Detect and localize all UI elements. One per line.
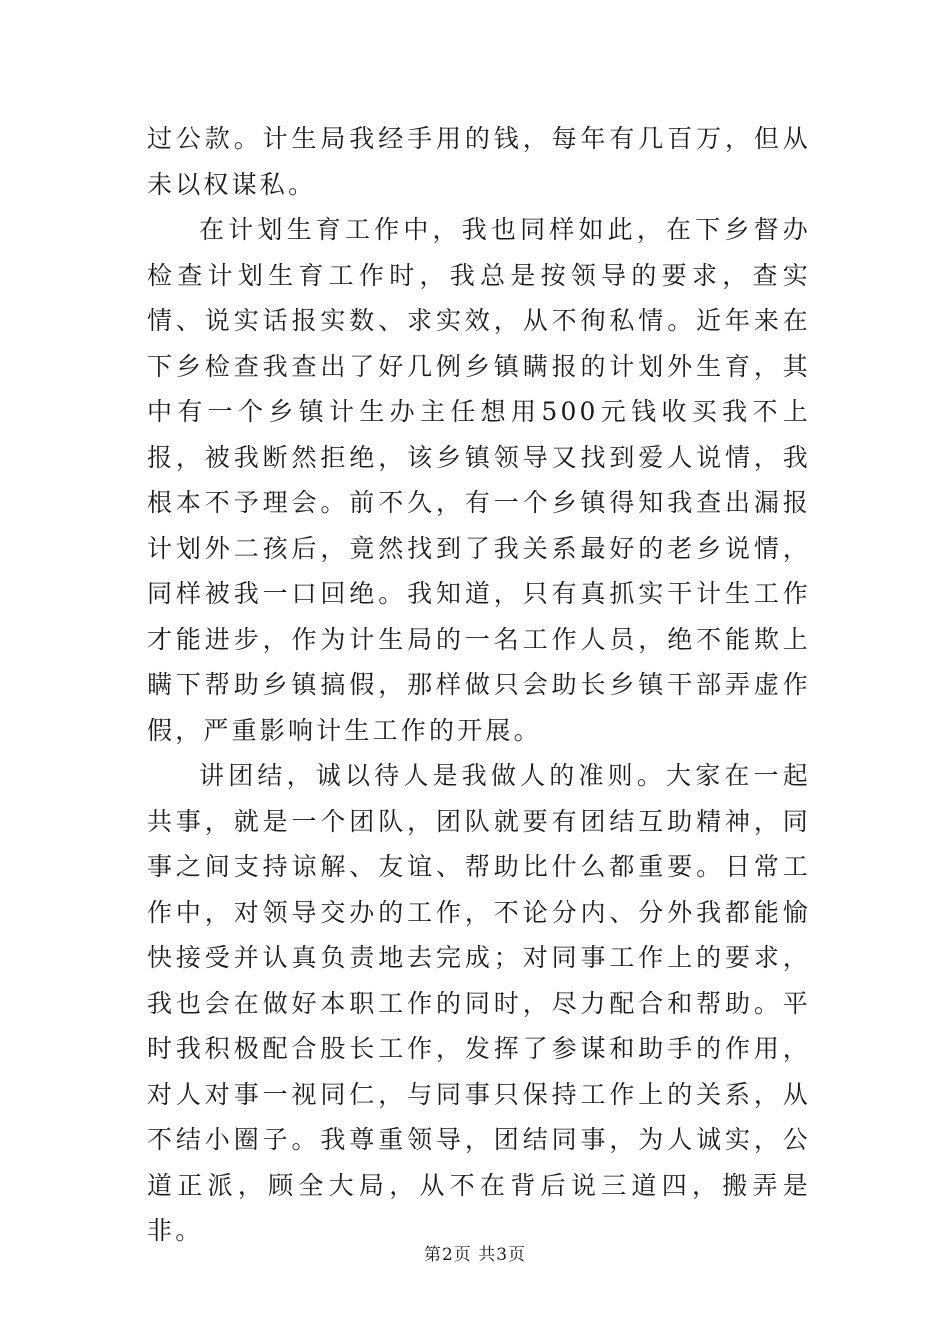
paragraph-2: 在计划生育工作中，我也同样如此，在下乡督办检查计划生育工作时，我总是按领导的要求，查实情、说实话报实数、求实效，从不徇私情。近年来在下乡检查我查出了好几例乡镇瞒报的计划外生育，其中有一个乡镇计生办主任想用500元钱收买我不上报，被我断然拒绝，该乡镇领导又找到爱人说情，我根本不予理会。前不久，有一个乡镇得知我查出漏报计划外二孩后，竟然找到了我关系最好的老乡说情，同样被我一口回绝。我知道，只有真抓实干计生工作才能进步，作为计生局的一名工作人员，绝不能欺上瞒下帮助乡镇搞假，那样做只会助长乡镇干部弄虚作假，严重影响计生工作的开展。 [147,215,811,745]
paragraph-1: 过公款。计生局我经手用的钱，每年有几百万，但从未以权谋私。 [147,124,811,199]
page-footer: 第2页 共3页 [423,1245,527,1265]
paragraph-3: 讲团结，诚以待人是我做人的准则。大家在一起共事，就是一个团队，团队就要有团结互助精神，同事之间支持谅解、友谊、帮助比什么都重要。日常工作中，对领导交办的工作，不论分内、分外我都能愉快接受并认真负责地去完成；对同事工作上的要求，我也会在做好本职工作的同时，尽力配合和帮助。平时我积极配合股长工作，发挥了参谋和助手的作用，对人对事一视同仁，与同事只保持工作上的关系，从不结小圈子。我尊重领导，团结同事，为人诚实，公道正派，顾全大局，从不在背后说三道四，搬弄是非。 [147,761,811,1245]
document-body [147,116,811,1254]
